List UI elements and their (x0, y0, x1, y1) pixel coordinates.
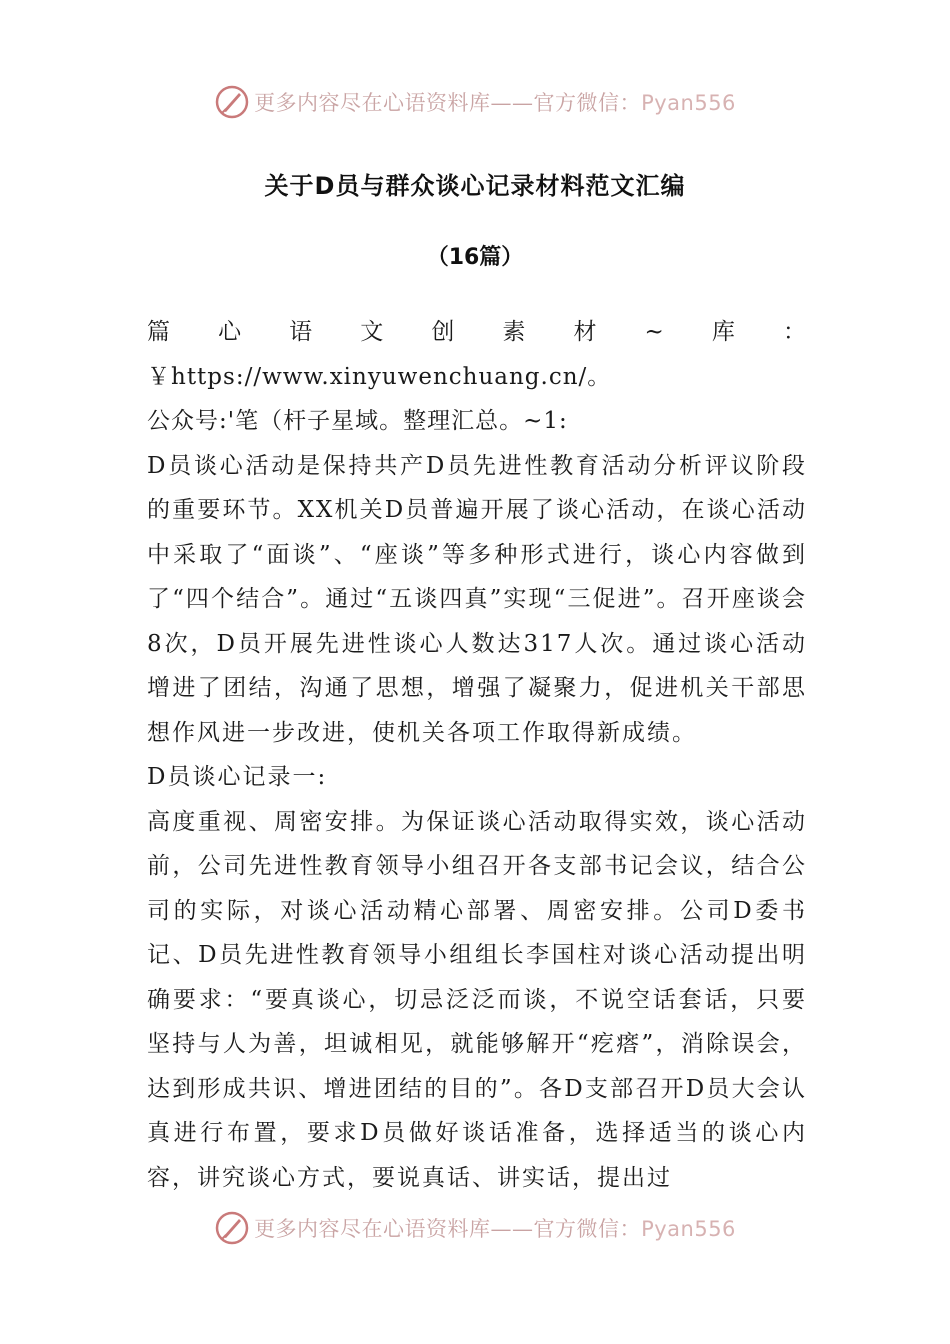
document-body (147, 310, 807, 1200)
source-line: 篇心语文创素材~库：￥https://www.xinyuwenchuang.cn/。 (147, 319, 807, 390)
header-watermark-banner (0, 80, 950, 124)
document-title: 关于D员与群众谈心记录材料范文汇编 (264, 172, 686, 200)
document-subtitle: （16篇） (426, 245, 524, 270)
banner-text: 更多内容尽在心语资料库——官方微信：Pyan556 (254, 1217, 736, 1241)
banner-text: 更多内容尽在心语资料库——官方微信：Pyan556 (254, 91, 736, 115)
wechat-id: Pyan556 (641, 91, 736, 115)
account-line: 公众号:'笔（杆子星域。整理汇总。~1: (147, 408, 568, 434)
quill-logo-icon (214, 84, 250, 120)
wechat-id: Pyan556 (641, 1217, 736, 1241)
record-paragraph: 高度重视、周密安排。为保证谈心活动取得实效，谈心活动前，公司先进性教育领导小组召开各支部书记会议，结合公司的实际，对谈心活动精心部署、周密安排。公司D委书记、D员先进性教育领导小组组长李国柱对谈心活动提出明确要求：“要真谈心，切忌泛泛而谈，不说空话套话，只要坚持与人为善，坦诚相见，就能够解开“疙瘩”，消除误会，达到形成共识、增进团结的目的”。各D支部召开D员大会认真进行布置，要求D员做好谈话准备，选择适当的谈心内容，讲究谈心方式，要说真话、讲实话，提出过 (147, 808, 807, 1191)
quill-logo-icon (214, 1210, 250, 1246)
section-heading: D员谈心记录一: (147, 764, 328, 790)
intro-paragraph: D员谈心活动是保持共产D员先进性教育活动分析评议阶段的重要环节。XX机关D员普遍开展了谈心活动，在谈心活动中采取了“面谈”、“座谈”等多种形式进行，谈心内容做到了“四个结合”。通过“五谈四真”实现“三促进”。召开座谈会8次，D员开展先进性谈心人数达317人次。通过谈心活动增进了团结，沟通了思想，增强了凝聚力，促进机关干部思想作风进一步改进，使机关各项工作取得新成绩。 (147, 452, 807, 746)
footer-watermark-banner (0, 1206, 950, 1250)
